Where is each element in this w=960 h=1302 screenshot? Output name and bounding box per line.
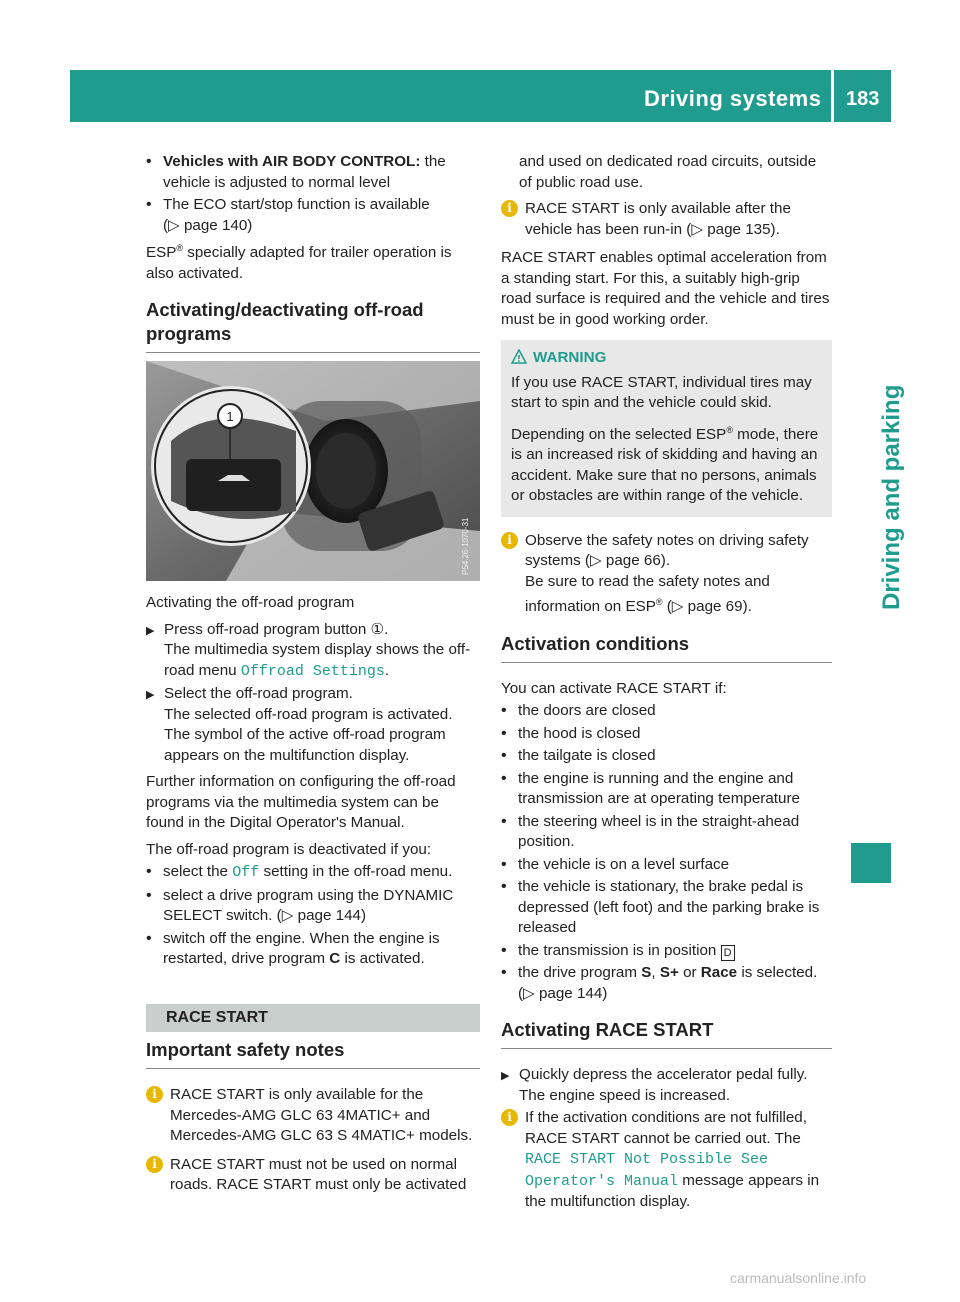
info-icon: i <box>501 532 518 549</box>
offroad-button-photo <box>146 361 480 581</box>
warning-title: WARNING <box>511 348 822 369</box>
heading-rule <box>146 352 480 353</box>
list-item: • select the Off setting in the off-road menu. <box>146 862 480 884</box>
list-item: • the tailgate is closed <box>501 746 832 767</box>
menu-name: Offroad Settings <box>240 662 385 680</box>
page-number: 183 <box>846 88 880 110</box>
header-divider <box>831 70 834 122</box>
step-item: ▶ Press off-road program button ①. The multimedia system display shows the off-road menu Offroad Settings. <box>146 620 480 683</box>
list-item: • select a drive program using the DYNAMIC SELECT switch. (▷ page 144) <box>146 886 480 927</box>
info-note: i If the activation conditions are not fulfilled, RACE START cannot be carried out. The RACE START Not Possible See Operator's Manual message appears in the multifunction display. <box>501 1108 832 1213</box>
warning-box: WARNING If you use RACE START, individual tires may start to spin and the vehicle could skid. Depending on the selected ESP® mode, there is an increased risk of skidding and having an accident. Make sure that no persons, animals or obstacles are within range of the vehicle. <box>501 340 832 517</box>
section-heading-activating: Activating RACE START <box>501 1019 714 1041</box>
paragraph: RACE START enables optimal acceleration from a standing start. For this, a suitably high-grip road surface is required and the vehicle and tires must be in good working order. <box>501 249 830 328</box>
paragraph: You can activate RACE START if: <box>501 679 727 697</box>
paragraph: Further information on configuring the off-road programs via the multimedia system can be found in the Digital Operator's Manual. <box>146 773 456 832</box>
list-item: • the vehicle is stationary, the brake pedal is depressed (left foot) and the parking brake is released <box>501 877 832 939</box>
list-item: • the transmission is in position D <box>501 941 832 962</box>
side-tab-marker <box>851 843 891 883</box>
section-bar-race-start: RACE START <box>146 1004 480 1033</box>
side-tab-label: Driving and parking <box>878 384 905 610</box>
paragraph: and used on dedicated road circuits, outside of public road use. <box>519 153 817 191</box>
info-icon: i <box>146 1086 163 1103</box>
list-item: • the hood is closed <box>501 724 832 745</box>
step-item: ▶ Quickly depress the accelerator pedal fully. The engine speed is increased. <box>501 1065 832 1106</box>
section-heading-conditions: Activation conditions <box>501 632 690 654</box>
right-column <box>501 152 832 1221</box>
menu-option: Off <box>232 864 260 882</box>
info-icon: i <box>501 200 518 217</box>
gear-d-icon: D <box>721 945 735 961</box>
info-note: i RACE START must not be used on normal roads. RACE START must only be activated <box>146 1155 480 1196</box>
list-item: • the engine is running and the engine and transmission are at operating temperature <box>501 769 832 810</box>
section-heading-safety: Important safety notes <box>146 1039 345 1061</box>
section-heading-offroad: Activating/deactivating off-road programs <box>146 299 424 345</box>
list-item: • the doors are closed <box>501 701 832 722</box>
list-item: • The ECO start/stop function is available (▷ page 140) <box>146 195 480 236</box>
warning-icon <box>511 349 527 365</box>
watermark: carmanualsonline.info <box>730 1270 867 1286</box>
display-message: RACE START Not Possible See Operator's Manual <box>525 1151 769 1190</box>
info-icon: i <box>501 1109 518 1126</box>
paragraph: The off-road program is deactivated if you: <box>146 840 432 858</box>
info-note: i Observe the safety notes on driving safety systems (▷ page 66). Be sure to read the safety notes and information on ESP® (▷ page 69). <box>501 531 832 618</box>
heading-rule <box>146 1068 480 1069</box>
list-item: • the vehicle is on a level surface <box>501 855 832 876</box>
heading-rule <box>501 1048 832 1049</box>
photo-code: P54.26-1070-31 <box>461 517 470 576</box>
info-note: i RACE START is only available for the Mercedes-AMG GLC 63 4MATIC+ and Mercedes-AMG GLC 63 S 4MATIC+ models. <box>146 1085 480 1147</box>
photo-caption: Activating the off-road program <box>146 594 355 612</box>
esp-note: ESP® specially adapted for trailer operation is also activated. <box>146 243 452 282</box>
heading-rule <box>501 662 832 663</box>
list-item: • the drive program S, S+ or Race is selected. (▷ page 144) <box>501 963 832 1004</box>
info-note: i RACE START is only available after the vehicle has been run-in (▷ page 135). <box>501 199 832 240</box>
left-column <box>146 152 480 1204</box>
list-item: • Vehicles with AIR BODY CONTROL: the vehicle is adjusted to normal level <box>146 152 480 193</box>
step-item: ▶ Select the off-road program. The selected off-road program is activated. The symbol of the active off-road program appears on the multifunction display. <box>146 684 480 766</box>
info-icon: i <box>146 1156 163 1173</box>
list-item: • the steering wheel is in the straight-ahead position. <box>501 812 832 853</box>
svg-text:1: 1 <box>226 409 234 425</box>
list-item: • switch off the engine. When the engine is restarted, drive program C is activated. <box>146 929 480 970</box>
header-title: Driving systems <box>644 86 822 111</box>
side-tab <box>850 310 905 610</box>
